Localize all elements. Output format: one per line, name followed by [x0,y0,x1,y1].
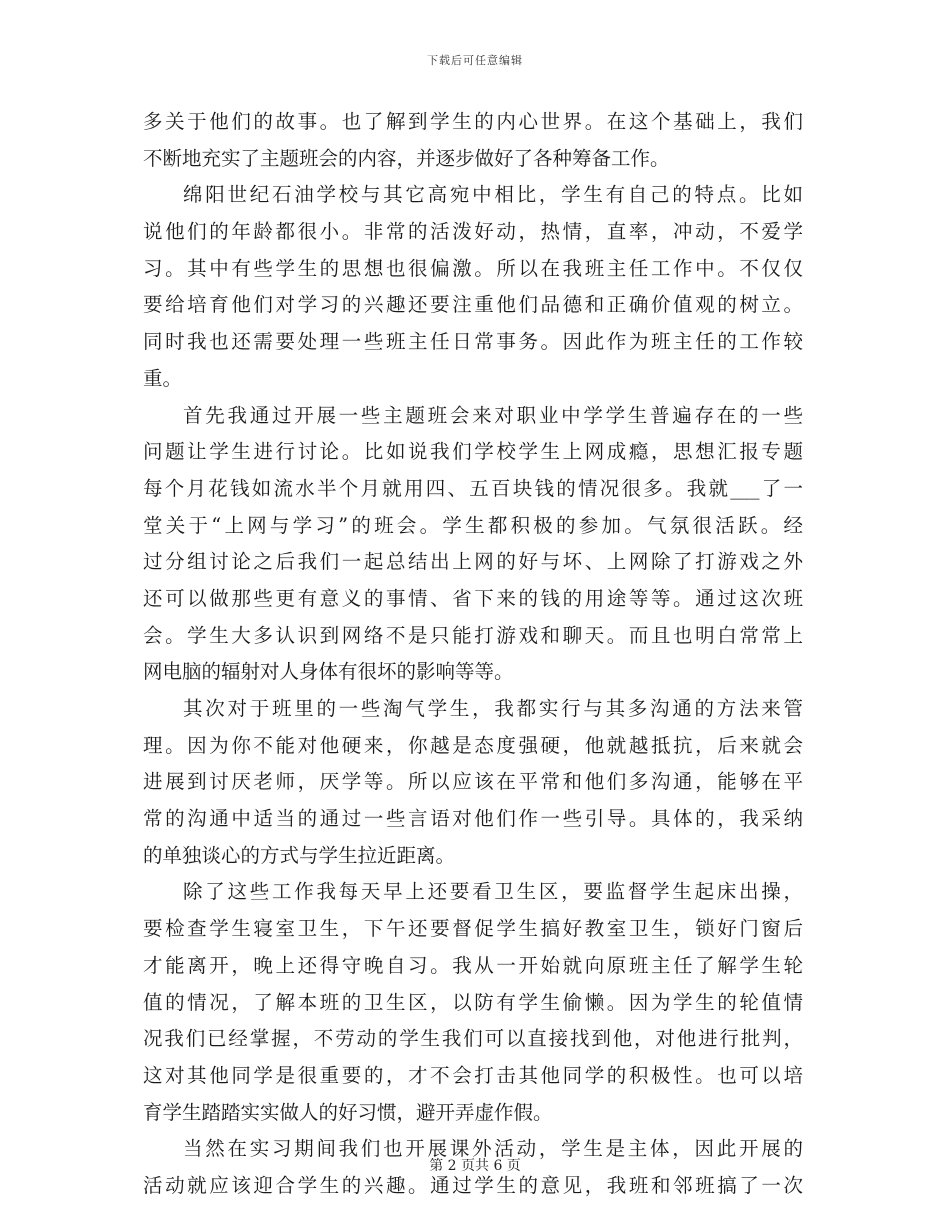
text-line: 这对其他同学是很重要的，才不会打击其他同学的积极性。也可以培 [143,1063,803,1087]
text-line: 才能离开，晚上还得守晚自习。我从一开始就向原班主任了解学生轮 [143,953,803,977]
text-line: 网电脑的辐射对人身体有很坏的影响等等。 [143,660,514,684]
text-line: 说他们的年龄都很小。非常的活泼好动，热情，直率，冲动，不爱学 [143,220,803,244]
text-line: 要检查学生寝室卫生，下午还要督促学生搞好教室卫生，锁好门窗后 [143,917,803,941]
text-line: 每个月花钱如流水半个月就用四、五百块钱的情况很多。我就___了一 [143,476,803,500]
text-line: 习。其中有些学生的思想也很偏激。所以在我班主任工作中。不仅仅 [143,256,803,280]
text-line: 过分组讨论之后我们一起总结出上网的好与坏、上网除了打游戏之外 [143,550,803,574]
text-line: 会。学生大多认识到网络不是只能打游戏和聊天。而且也明白常常上 [143,623,803,647]
paragraph-start-line: 绵阳世纪石油学校与其它高宛中相比，学生有自己的特点。比如 [183,183,803,207]
page-header: 下载后可任意编辑 [427,54,523,67]
text-line: 不断地充实了主题班会的内容，并逐步做好了各种筹备工作。 [143,146,670,170]
document-body [143,104,803,1205]
text-line: 还可以做那些更有意义的事情、省下来的钱的用途等等。通过这次班 [143,586,803,610]
page-number-footer: 第 2 页共 6 页 [429,1158,521,1174]
text-line: 要给培育他们对学习的兴趣还要注重他们品德和正确价值观的树立。 [143,293,803,317]
paragraph-start-line: 首先我通过开展一些主题班会来对职业中学学生普遍存在的一些 [183,403,803,427]
text-line: 问题让学生进行讨论。比如说我们学校学生上网成瘾，思想汇报专题 [143,440,803,464]
text-line: 多关于他们的故事。也了解到学生的内心世界。在这个基础上，我们 [143,110,803,133]
text-line: 同时我也还需要处理一些班主任日常事务。因此作为班主任的工作较 [143,330,803,354]
text-line: 进展到讨厌老师，厌学等。所以应该在平常和他们多沟通，能够在平 [143,770,803,794]
text-line: 育学生踏踏实实做人的好习惯，避开弄虚作假。 [143,1100,553,1124]
text-line: 常的沟通中适当的通过一些言语对他们作一些引导。具体的，我采纳 [143,807,803,831]
text-line: 的单独谈心的方式与学生拉近距离。 [143,843,456,867]
text-line: 重。 [143,366,183,390]
text-line: 理。因为你不能对他硬来，你越是态度强硬，他就越抵抗，后来就会 [143,733,803,757]
text-line: 况我们已经掌握，不劳动的学生我们可以直接找到他，对他进行批判， [143,1027,803,1051]
paragraph-start-line: 其次对于班里的一些淘气学生，我都实行与其多沟通的方法来管 [183,697,803,720]
text-line: 活动就应该迎合学生的兴趣。通过学生的意见，我班和邻班搞了一次 [143,1173,803,1197]
text-line: 堂关于“上网与学习”的班会。学生都积极的参加。气氛很活跃。经 [143,513,803,537]
text-line: 值的情况，了解本班的卫生区，以防有学生偷懒。因为学生的轮值情 [143,990,803,1014]
paragraph-start-line: 除了这些工作我每天早上还要看卫生区，要监督学生起床出操， [183,880,803,904]
paragraph-start-line: 当然在实习期间我们也开展课外活动，学生是主体，因此开展的 [183,1137,803,1161]
